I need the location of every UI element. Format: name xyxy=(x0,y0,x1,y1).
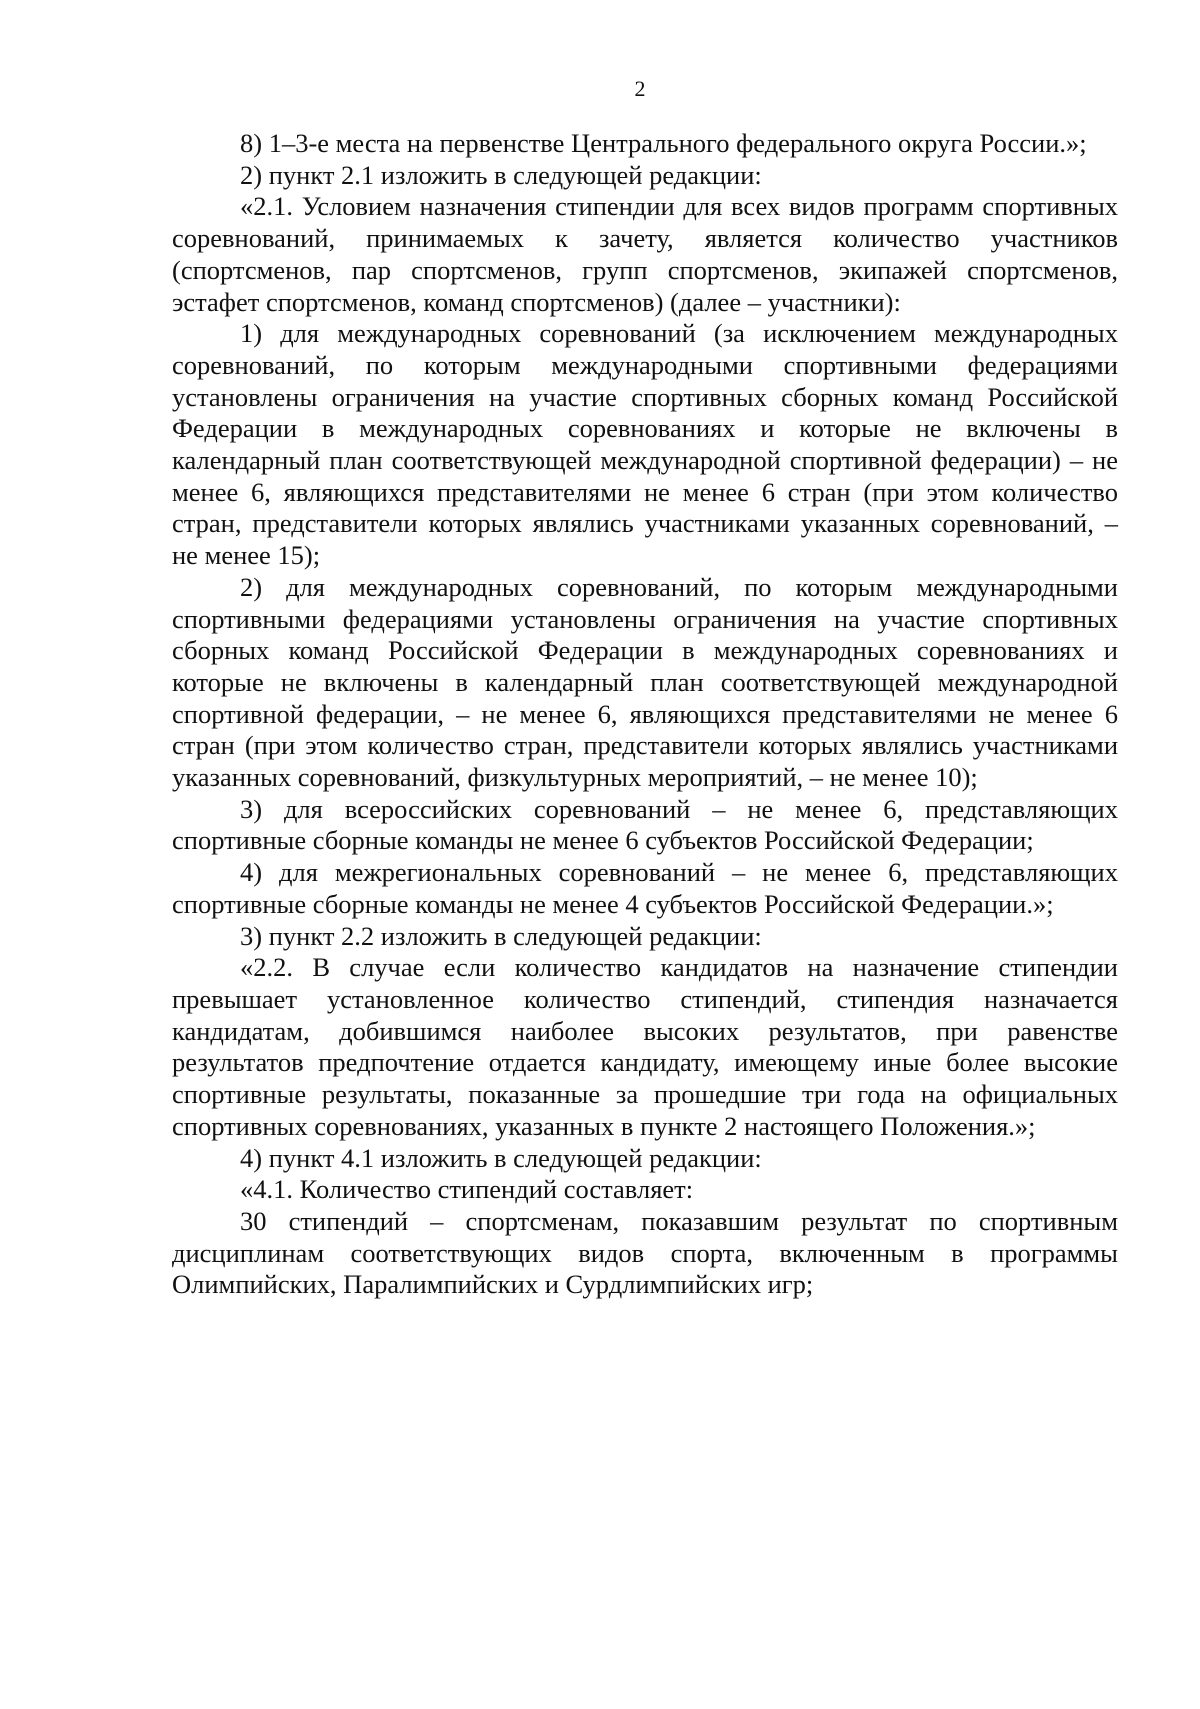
paragraph-subitem-1: 1) для международных соревнований (за исключением международных соревнований, по которым международными спортивными федерациями установлены ограничения на участие спортивных сборных команд Российской Федерации в международных соревнованиях и которые не включены в календарный план соответствующей международной спортивной федерации) – не менее 6, являющихся представителями не менее 6 стран (при этом количество стран, представители которых являлись участниками указанных соревнований, – не менее 15); xyxy=(172,318,1118,571)
paragraph-subitem-3: 3) для всероссийских соревнований – не менее 6, представляющих спортивные сборные команды не менее 6 субъектов Российской Федерации; xyxy=(172,793,1118,856)
document-body xyxy=(172,128,1118,1301)
paragraph-clause-4-1: «4.1. Количество стипендий составляет: xyxy=(240,1174,694,1205)
paragraph-amend-2-1: 2) пункт 2.1 изложить в следующей редакции: xyxy=(240,159,762,190)
paragraph-subitem-4: 4) для межрегиональных соревнований – не менее 6, представляющих спортивные сборные команды не менее 4 субъектов Российской Федерации.»; xyxy=(172,857,1118,919)
page-number: 2 xyxy=(634,76,646,101)
paragraph-scholarships-30: 30 стипендий – спортсменам, показавшим результат по спортивным дисциплинам соответствующих видов спорта, включенным в программы Олимпийских, Паралимпийских и Сурдлимпийских игр; xyxy=(172,1205,1118,1300)
paragraph-amend-4-1: 4) пункт 4.1 изложить в следующей редакции: xyxy=(240,1142,762,1173)
paragraph-subitem-2: 2) для международных соревнований, по которым международными спортивными федерациями установлены ограничения на участие спортивных сборных команд Российской Федерации в международных соревнованиях и которые не включены в календарный план соответствующей международной спортивной федерации, – не менее 6, являющихся представителями не менее 6 стран (при этом количество стран, представители которых являлись участниками указанных соревнований, физкультурных мероприятий, – не менее 10); xyxy=(172,571,1118,793)
paragraph-clause-2-2: «2.2. В случае если количество кандидатов на назначение стипендии превышает установленное количество стипендий, стипендия назначается кандидатам, добившимся наиболее высоких результатов, при равенстве результатов предпочтение отдается кандидату, имеющему иные более высокие спортивные результаты, показанные за прошедшие три года на официальных спортивных соревнованиях, указанных в пункте 2 настоящего Положения.»; xyxy=(172,952,1118,1141)
paragraph-clause-2-1: «2.1. Условием назначения стипендии для всех видов программ спортивных соревнований, принимаемых к зачету, является количество участников (спортсменов, пар спортсменов, групп спортсменов, экипажей спортсменов, эстафет спортсменов, команд спортсменов) (далее – участники): xyxy=(172,191,1118,317)
paragraph-amend-2-2: 3) пункт 2.2 изложить в следующей редакции: xyxy=(240,920,762,951)
paragraph-item-8: 8) 1–3-е места на первенстве Центрального федерального округа России.»; xyxy=(240,128,1087,158)
